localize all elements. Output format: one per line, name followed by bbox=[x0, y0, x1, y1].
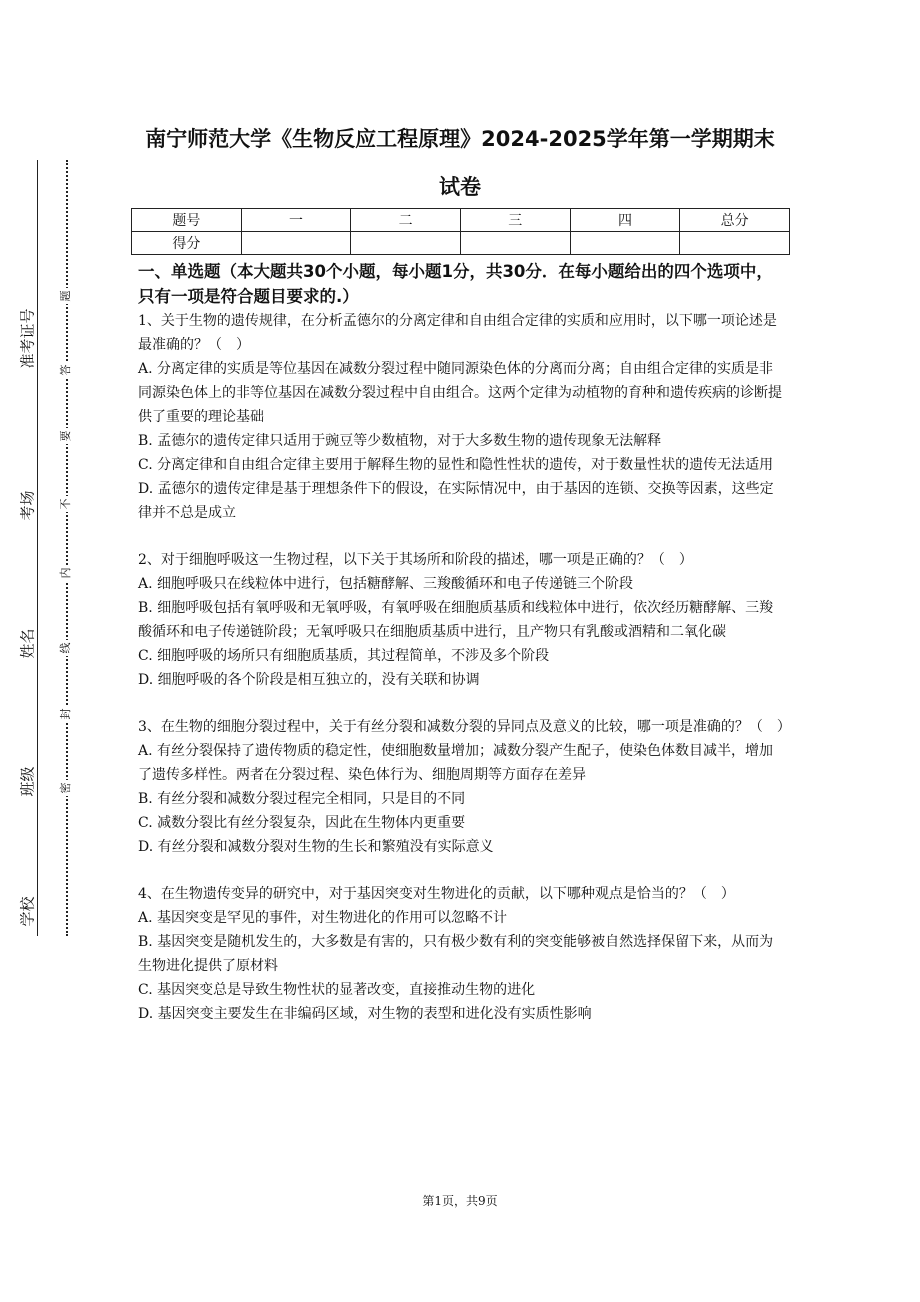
binding-margin bbox=[0, 140, 120, 940]
field-exam-room: 考场 bbox=[18, 490, 37, 521]
field-school: 学校 bbox=[18, 896, 37, 927]
option-c: C. 基因突变总是导致生物性状的显著改变，直接推动生物的进化 bbox=[138, 982, 536, 998]
option-c: C. 减数分裂比有丝分裂复杂，因此在生物体内更重要 bbox=[138, 815, 466, 831]
option-d: D. 有丝分裂和减数分裂对生物的生长和繁殖没有实际意义 bbox=[138, 839, 494, 855]
option-b: B. 孟德尔的遗传定律只适用于豌豆等少数植物，对于大多数生物的遗传现象无法解释 bbox=[138, 433, 662, 449]
question-1 bbox=[138, 309, 784, 525]
score-cell[interactable] bbox=[241, 232, 351, 255]
seal-mark: 封 bbox=[58, 706, 74, 722]
option-a: A. 分离定律的实质是等位基因在减数分裂过程中随同源染色体的分离而分离；自由组合定律的实质是非同源染色体上的非等位基因在减数分裂过程中自由组合。这两个定律为动植物的育种和遗传疾病的诊断提供了重要的理论基础 bbox=[138, 361, 782, 425]
score-cell[interactable] bbox=[460, 232, 570, 255]
option-b: B. 基因突变是随机发生的，大多数是有害的，只有极少数有利的突变能够被自然选择保留下来，从而为生物进化提供了原材料 bbox=[138, 934, 774, 974]
seal-mark: 内 bbox=[58, 565, 74, 581]
score-cell[interactable] bbox=[680, 232, 790, 255]
seal-mark: 题 bbox=[58, 288, 74, 304]
score-row-label: 得分 bbox=[132, 232, 242, 255]
binding-dotted-line bbox=[66, 160, 68, 936]
question-stem: 1、关于生物的遗传规律，在分析孟德尔的分离定律和自由组合定律的实质和应用时，以下哪一项论述是最准确的？（ ） bbox=[138, 313, 777, 353]
exam-title-line2: 试卷 bbox=[439, 175, 481, 199]
score-header-cell: 总分 bbox=[680, 209, 790, 232]
score-header-cell: 二 bbox=[351, 209, 461, 232]
seal-mark: 要 bbox=[58, 428, 74, 444]
option-d: D. 细胞呼吸的各个阶段是相互独立的，没有关联和协调 bbox=[138, 672, 480, 688]
seal-mark: 线 bbox=[58, 640, 74, 656]
score-header-cell: 三 bbox=[460, 209, 570, 232]
option-d: D. 孟德尔的遗传定律是基于理想条件下的假设，在实际情况中，由于基因的连锁、交换等因素，这些定律并不总是成立 bbox=[138, 481, 774, 521]
question-4 bbox=[138, 882, 784, 1026]
question-2 bbox=[138, 548, 784, 692]
field-exam-number: 准考证号 bbox=[18, 308, 37, 369]
option-c: C. 细胞呼吸的场所只有细胞质基质，其过程简单，不涉及多个阶段 bbox=[138, 648, 550, 664]
question-3 bbox=[138, 715, 791, 859]
question-stem: 3、在生物的细胞分裂过程中，关于有丝分裂和减数分裂的异同点及意义的比较，哪一项是准确的？（ ） bbox=[138, 719, 791, 735]
score-cell[interactable] bbox=[351, 232, 461, 255]
seal-mark: 不 bbox=[58, 496, 74, 512]
option-d: D. 基因突变主要发生在非编码区域，对生物的表型和进化没有实质性影响 bbox=[138, 1006, 592, 1022]
exam-title-line1: 南宁师范大学《生物反应工程原理》2024-2025学年第一学期期末 bbox=[145, 127, 775, 151]
seal-mark: 密 bbox=[58, 780, 74, 796]
score-header-cell: 题号 bbox=[132, 209, 242, 232]
seal-mark: 答 bbox=[58, 362, 74, 378]
option-b: B. 有丝分裂和减数分裂过程完全相同，只是目的不同 bbox=[138, 791, 466, 807]
option-b: B. 细胞呼吸包括有氧呼吸和无氧呼吸，有氧呼吸在细胞质基质和线粒体中进行，依次经历糖酵解、三羧酸循环和电子传递链阶段；无氧呼吸只在细胞质基质中进行，且产物只有乳酸或酒精和二氧化碳 bbox=[138, 600, 774, 640]
score-table-header-row bbox=[132, 209, 790, 232]
page-footer: 第1页，共9页 bbox=[422, 1194, 498, 1208]
score-table-score-row bbox=[132, 232, 790, 255]
section-heading: 一、单选题（本大题共30个小题，每小题1分，共30分．在每小题给出的四个选项中，只有一项是符合题目要求的.） bbox=[138, 262, 773, 306]
field-class: 班级 bbox=[18, 766, 37, 797]
question-stem: 2、对于细胞呼吸这一生物过程，以下关于其场所和阶段的描述，哪一项是正确的？（ ） bbox=[138, 552, 693, 568]
exam-content bbox=[138, 259, 791, 1026]
exam-title bbox=[0, 124, 920, 202]
question-stem: 4、在生物遗传变异的研究中，对于基因突变对生物进化的贡献，以下哪种观点是恰当的？（ ） bbox=[138, 886, 735, 902]
score-table bbox=[131, 208, 790, 255]
score-header-cell: 一 bbox=[241, 209, 351, 232]
score-cell[interactable] bbox=[570, 232, 680, 255]
option-a: A. 有丝分裂保持了遗传物质的稳定性，使细胞数量增加；减数分裂产生配子，使染色体数目减半，增加了遗传多样性。两者在分裂过程、染色体行为、细胞周期等方面存在差异 bbox=[138, 743, 774, 783]
field-name: 姓名 bbox=[18, 628, 37, 659]
option-a: A. 细胞呼吸只在线粒体中进行，包括糖酵解、三羧酸循环和电子传递链三个阶段 bbox=[138, 576, 634, 592]
binding-solid-line bbox=[37, 160, 38, 936]
option-a: A. 基因突变是罕见的事件，对生物进化的作用可以忽略不计 bbox=[138, 910, 508, 926]
score-header-cell: 四 bbox=[570, 209, 680, 232]
option-c: C. 分离定律和自由组合定律主要用于解释生物的显性和隐性性状的遗传，对于数量性状的遗传无法适用 bbox=[138, 457, 774, 473]
